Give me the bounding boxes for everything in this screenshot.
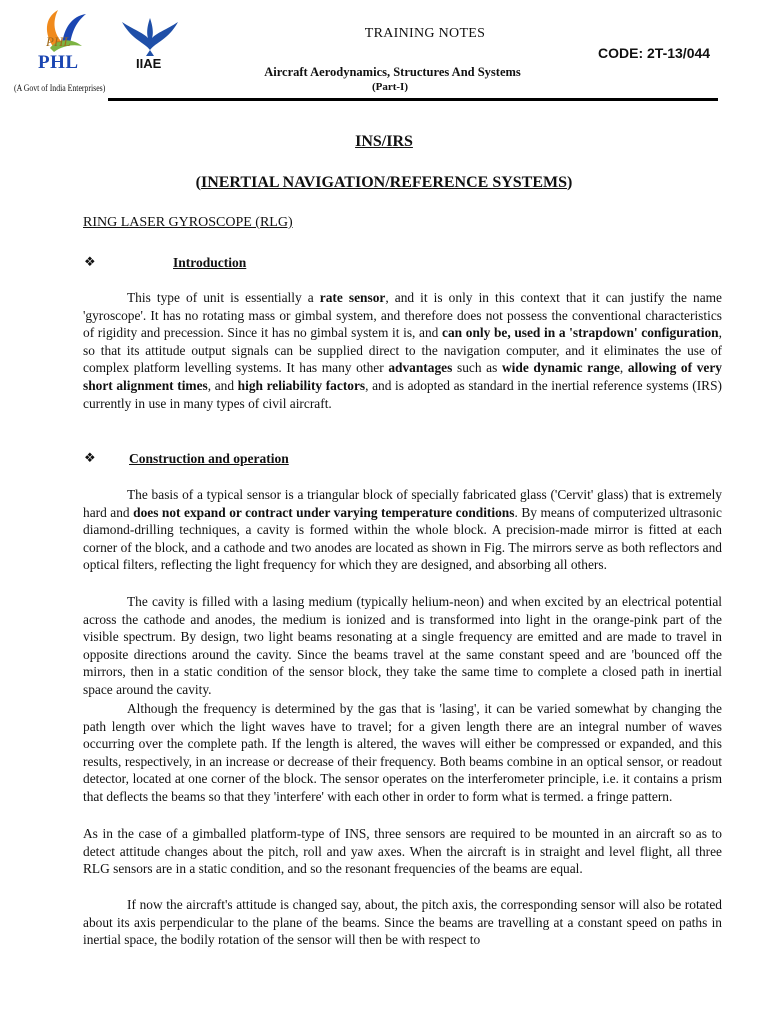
phl-logo [14,4,110,100]
main-heading: INS/IRS [355,133,413,150]
bullet-diamond-icon: ❖ [84,254,96,269]
document-code: CODE: 2T-13/044 [598,45,711,61]
sub-heading-text: INERTIAL NAVIGATION/REFERENCE SYSTEMS [200,174,568,191]
course-subtitle: Aircraft Aerodynamics, Structures And Systems [264,65,521,79]
construction-paragraph-4: As in the case of a gimballed platform-type of INS, three sensors are required to be mounted in an aircraft so as to detect attitude changes about the pitch, roll and yaw axes. When the aircraft is in straight and level flight, all three RLG sensors are in a static condition, and so the resonant frequencies of the beams are equal. [83,826,722,877]
construction-heading: Construction and operation [129,451,289,466]
course-part: (Part-I) [371,81,409,93]
training-notes-title: TRAINING NOTES [364,26,486,41]
phl-logo-text: PHL [38,52,79,73]
construction-paragraph-3: Although the frequency is determined by the gas that is 'lasing', it can be varied somewhat by changing the path length over which the light waves have to travel; for a given length there are an integral number of waves occurring over the complete path. If the length is altered, the waves will either be compressed or expanded, and this results, respectively, in an increase or decrease of their frequency. Both beams combine in an optical sensor, or readout detector, located at one corner of the block. The sensor operates on the interferometer principle, i.e. it contains a prism that deflects the beams so that they 'interfere' with each other in order to form what is termed. a fringe pattern. [83,701,722,804]
introduction-heading: Introduction [173,255,247,270]
svg-text:PHL: PHL [46,34,71,49]
header-divider [108,98,718,101]
govt-tagline: (A Govt of India Enterprises) [14,84,106,94]
section-heading-rlg: RING LASER GYROSCOPE (RLG) [83,215,293,230]
construction-paragraph-5: If now the aircraft's attitude is changed say, about, the pitch axis, the corresponding sensor will also be rotated about its axis perpendicular to the plane of the beams. Since the beams are travelling at a constant speed on paths in inertial space, the bodily rotation of the sensor will then be with respect to [83,897,722,948]
intro-paragraph: This type of unit is essentially a rate sensor, and it is only in this context that it can justify the name 'gyroscope'. It has no rotating mass or gimbal system, and therefore does not possess the conventional characteristics of rigidity and precession. Since it has no gimbal system it is, and can only be, used in a 'strapdown' configuration, so that its attitude output signals can be supplied direct to the navigation computer, and it eliminates the use of complex platform levelling systems. It has many other advantages such as wide dynamic range, allowing of very short alignment times, and high reliability factors, and is adopted as standard in the inertial reference systems (IRS) currently in use in many types of civil aircraft. [83,290,723,411]
iiae-logo-text: IIAE [136,56,162,71]
construction-paragraph-1: The basis of a typical sensor is a triangular block of specially fabricated glass ('Cervit' glass) that is extremely hard and does not expand or contract under varying temperature conditions. By means of computerized ultrasonic diamond-drilling techniques, a cavity is formed within the whole block. A precision-made mirror is fitted at each corner of the block, and a cathode and two anodes are located as shown in Fig. The mirrors serve as both reflectors and optical filters, reflecting the light frequency for which they are designed, and absorbing all others. [83,487,722,573]
bullet-diamond-icon: ❖ [84,450,96,465]
sub-heading: (INERTIAL NAVIGATION/REFERENCE SYSTEMS) [195,174,573,191]
construction-paragraph-2: The cavity is filled with a lasing medium (typically helium-neon) and when excited by an electrical potential across the cathode and anodes, the medium is ionized and is transformed into light in the orange-pink part of the visible spectrum. By design, two light beams resonating at a single frequency are emitted and are made to travel in opposite directions around the cavity. Since the beams travel at the same constant speed and are 'bounced off the mirrors, then in a static condition of the sensor block, they take the same time to complete a closed path in inertial space around the cavity. [83,594,722,697]
bird-emblem-icon [118,14,182,56]
